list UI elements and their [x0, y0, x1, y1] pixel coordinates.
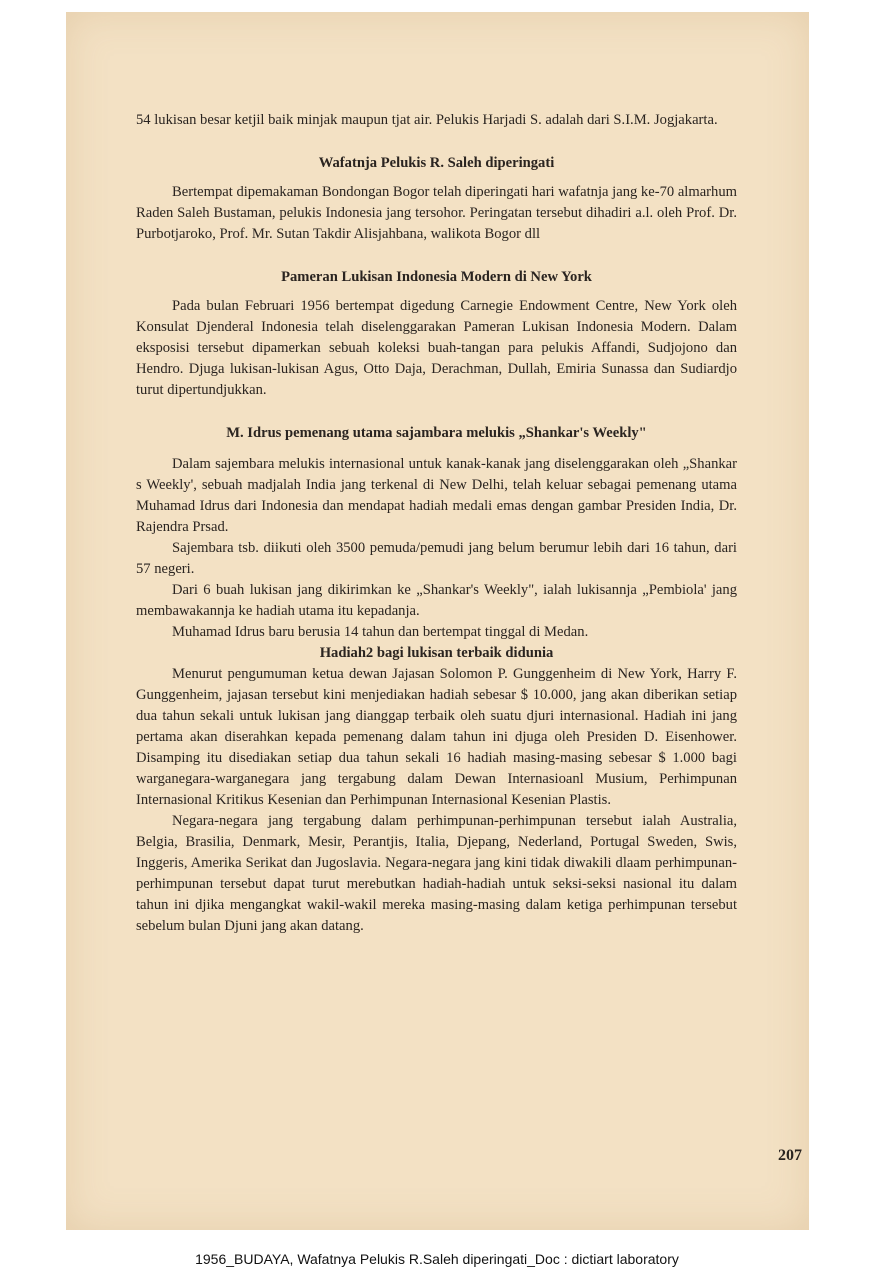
heading-pameran: Pameran Lukisan Indonesia Modern di New York: [281, 269, 592, 285]
article-content: [136, 110, 737, 937]
page-number: 207: [778, 1147, 802, 1164]
paragraph-wafatnja: Bertempat dipemakaman Bondongan Bogor telah diperingati hari wafatnja jang ke-70 almarhum Raden Saleh Bustaman, pelukis Indonesia jang tersohor. Peringatan tersebut dihadiri a.l. oleh Prof. Dr. Purbotjaroko, Prof. Mr. Sutan Takdir Alisjahbana, walikota Bogor dll: [136, 184, 737, 242]
paragraph-hadiah-2: Negara-negara jang tergabung dalam perhimpunan-perhimpunan tersebut ialah Australia, Belgia, Brasilia, Denmark, Mesir, Perantjis, Italia, Djepang, Nederland, Portugal Sweden, Swis, Inggeris, Amerika Serikat dan Jugoslavia. Negara-negara jang kini tidak diwakili dlaam perhimpunan-perhimpunan tersebut dapat turut merebutkan hadiah-hadiah untuk seksi-seksi nasional itu dalam tahun ini djika mengangkat wakil-wakil mereka masing-masing dalam ketiga perhimpunan tersebut sebelum bulan Djuni jang akan datang.: [136, 813, 737, 934]
heading-wafatnja: Wafatnja Pelukis R. Saleh diperingati: [318, 155, 555, 171]
paragraph-idrus-3: Dari 6 buah lukisan jang dikirimkan ke „Shankar's Weekly", ialah lukisannja „Pembiola' jang membawakannja ke hadiah utama itu kepadanja.: [136, 582, 737, 619]
paragraph-idrus-2: Sajembara tsb. diikuti oleh 3500 pemuda/pemudi jang belum berumur lebih dari 16 tahun, dari 57 negeri.: [136, 540, 737, 577]
paragraph-pameran: Pada bulan Februari 1956 bertempat digedung Carnegie Endowment Centre, New York oleh Konsulat Djenderal Indonesia telah diselenggarakan Pameran Lukisan Indonesia Modern. Dalam eksposisi tersebut dipamerkan sebuah koleksi buah-tangan para pelukis Affandi, Sudjojono dan Hendro. Djuga lukisan-lukisan Agus, Otto Daja, Derachman, Dullah, Emiria Sunassa dan Sudiardjo turut dipertundjukkan.: [136, 298, 737, 398]
document-caption: 1956_BUDAYA, Wafatnya Pelukis R.Saleh diperingati_Doc : dictiart laboratory: [195, 1251, 679, 1267]
heading-hadiah: Hadiah2 bagi lukisan terbaik didunia: [319, 645, 554, 661]
heading-idrus: M. Idrus pemenang utama sajambara melukis „Shankar's Weekly": [226, 425, 647, 441]
scanned-page: [66, 12, 809, 1230]
paragraph-idrus-4: Muhamad Idrus baru berusia 14 tahun dan bertempat tinggal di Medan.: [172, 624, 589, 640]
intro-paragraph: 54 lukisan besar ketjil baik minjak maupun tjat air. Pelukis Harjadi S. adalah dari S.I.M. Jogjakarta.: [136, 112, 718, 128]
paragraph-idrus-1: Dalam sajembara melukis internasional untuk kanak-kanak jang diselenggarakan oleh „Shankar s Weekly', sebuah madjalah India jang terkenal di New Delhi, telah keluar sebagai pemenang utama Muhamad Idrus dari Indonesia dan mendapat hadiah medali emas dengan gambar Presiden India, Dr. Rajendra Prsad.: [136, 456, 737, 535]
paragraph-hadiah-1: Menurut pengumuman ketua dewan Jajasan Solomon P. Gunggenheim di New York, Harry F. Gunggenheim, jajasan tersebut kini menjediakan hadiah sebesar $ 10.000, jang akan diberikan setiap dua tahun sekali untuk lukisan jang dianggap terbaik oleh suatu djuri internasional. Hadiah ini jang pertama akan diserahkan kepada pemenang dalam tahun ini djuga oleh Presiden D. Eisenhower. Disamping itu disediakan setiap dua tahun sekali 16 hadiah masing-masing sebesar $ 1.000 bagi warganegara-warganegara jang tergabung dalam Dewan Internasioanl Musium, Perhimpunan Internasional Kritikus Kesenian dan Perhimpunan Internasional Kesenian Plastis.: [136, 666, 737, 808]
